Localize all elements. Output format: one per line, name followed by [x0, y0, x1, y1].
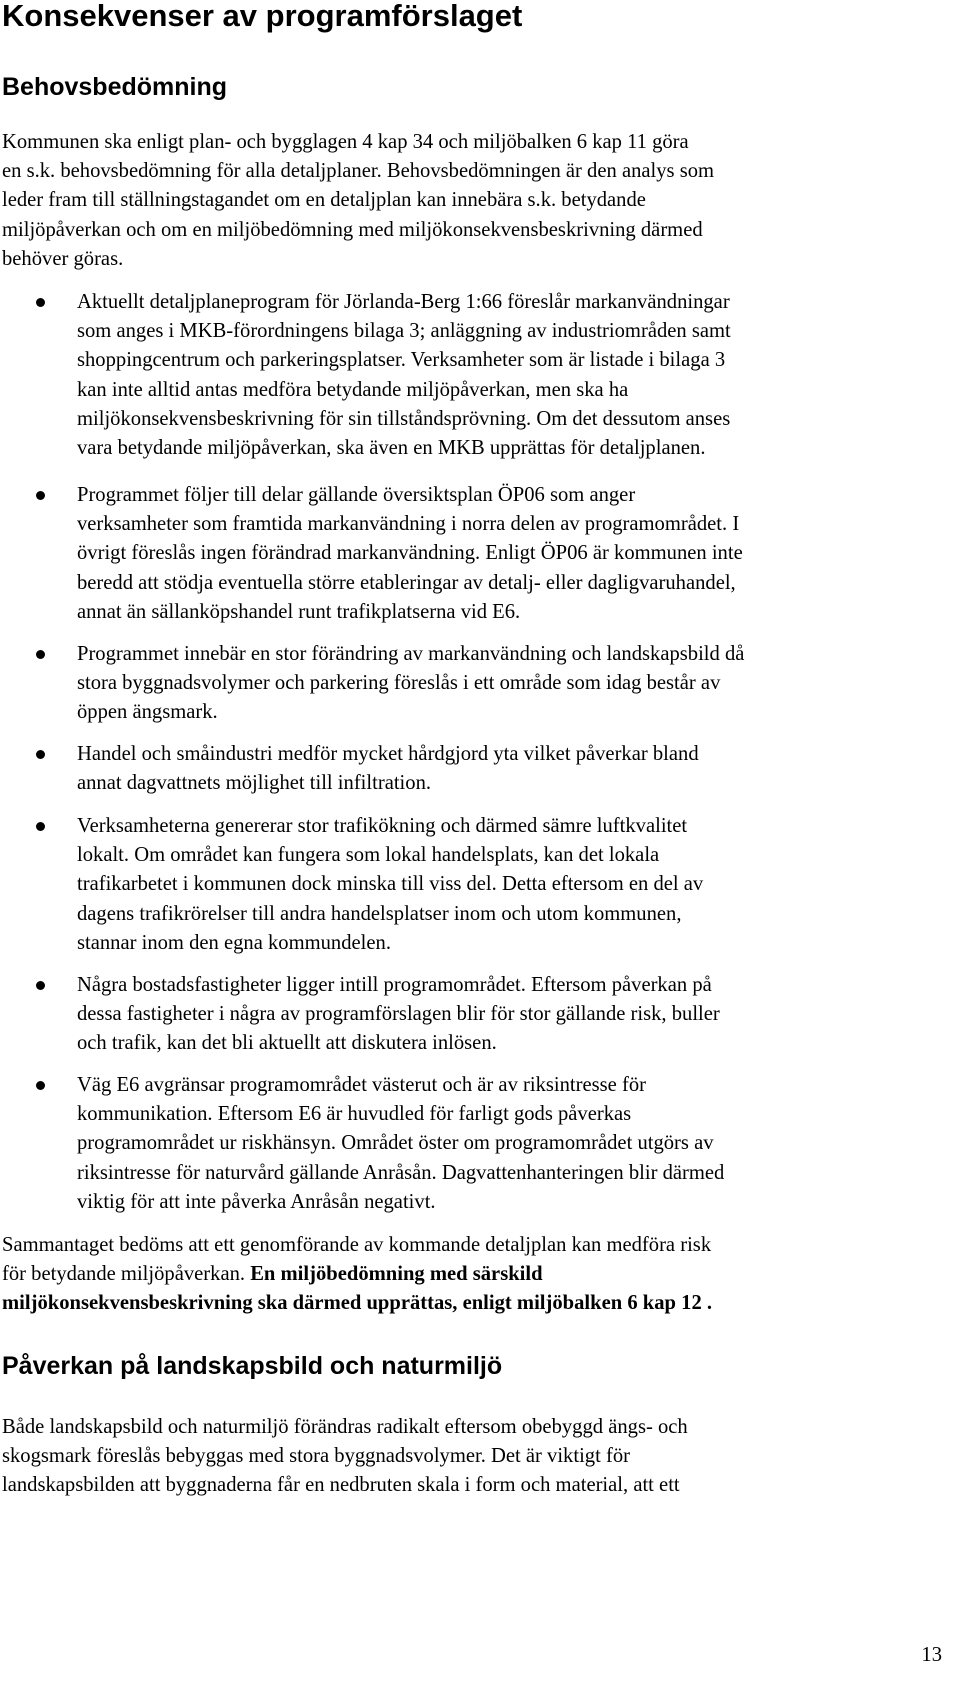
text-line: en s.k. behovsbedömning för alla detaljplaner. Behovsbedömningen är den analys som	[2, 160, 715, 183]
text-line: miljökonsekvensbeskrivning för sin tillståndsprövning. Om det dessutom anses	[77, 407, 731, 430]
text-line: beredd att stödja eventuella större etableringar av detalj- eller dagligvaruhandel,	[77, 571, 736, 594]
text-line	[2, 1260, 712, 1289]
text-line: annat än sällanköpshandel runt trafikplatserna vid E6.	[77, 600, 521, 623]
text-line: kommunikation. Eftersom E6 är huvudled för farligt gods påverkas	[77, 1103, 632, 1126]
summary-paragraph	[2, 1231, 712, 1319]
section-heading-behovsbedomning: Behovsbedömning	[2, 73, 228, 101]
text-line: riksintresse för naturvård gällande Anråsån. Dagvattenhanteringen blir därmed	[77, 1161, 725, 1184]
text-line: vara betydande miljöpåverkan, ska även en MKB upprättas för detaljplanen.	[77, 437, 706, 460]
bullet-icon	[36, 491, 45, 500]
section-heading-landskapsbild: Påverkan på landskapsbild och naturmiljö	[2, 1352, 503, 1380]
text-line: öppen ängsmark.	[77, 701, 218, 724]
text-line: leder fram till ställningstagandet om en detaljplan kan innebära s.k. betydande	[2, 189, 646, 212]
summary-conclusion-bold: En miljöbedömning med särskild	[250, 1263, 543, 1286]
text-line: Verksamheterna genererar stor trafikökning och därmed sämre luftkvalitet	[77, 815, 688, 837]
text-line: övrigt föreslås ingen förändrad markanvändning. Enligt ÖP06 är kommunen inte	[77, 542, 743, 565]
text-line: shoppingcentrum och parkeringsplatser. Verksamheter som är listade i bilaga 3	[77, 349, 726, 372]
list-item-text	[77, 740, 699, 798]
text-line: miljöpåverkan och om en miljöbedömning med miljökonsekvensbeskrivning därmed	[2, 218, 703, 241]
bullet-icon	[36, 1081, 45, 1090]
text-line: landskapsbilden att byggnaderna får en nedbruten skala i form och material, att ett	[2, 1474, 680, 1497]
text-line: behöver göras.	[2, 247, 124, 270]
list-item-text	[77, 288, 731, 463]
summary-conclusion-bold: miljökonsekvensbeskrivning ska därmed upprättas, enligt miljöbalken 6 kap 12 .	[2, 1292, 713, 1315]
text-line: Handel och småindustri medför mycket hårdgjord yta vilket påverkar bland	[77, 743, 699, 765]
text-line: viktig för att inte påverka Anråsån negativt.	[77, 1190, 436, 1213]
bullet-icon	[36, 650, 45, 659]
text-line: Kommunen ska enligt plan- och bygglagen 4 kap 34 och miljöbalken 6 kap 11 göra	[2, 131, 689, 153]
list-item-text	[77, 640, 744, 728]
text-line: skogsmark föreslås bebyggas med stora byggnadsvolymer. Det är viktigt för	[2, 1445, 630, 1468]
list-item-text	[77, 1071, 724, 1217]
text-line: Programmet innebär en stor förändring av markanvändning och landskapsbild då	[77, 643, 745, 665]
text-line: programområdet ur riskhänsyn. Området öster om programområdet utgörs av	[77, 1132, 714, 1155]
text-line: Aktuellt detaljplaneprogram för Jörlanda-Berg 1:66 föreslår markanvändningar	[77, 291, 730, 313]
text-line: stora byggnadsvolymer och parkering föreslås i ett område som idag består av	[77, 672, 721, 695]
text-line: som anges i MKB-förordningens bilaga 3; anläggning av industriområden samt	[77, 320, 731, 343]
page-number: 13	[921, 1644, 942, 1666]
text-line: Sammantaget bedöms att ett genomförande av kommande detaljplan kan medföra risk	[2, 1234, 712, 1256]
text-line: och trafik, kan det bli aktuellt att diskutera inlösen.	[77, 1032, 497, 1055]
list-item-text	[77, 812, 703, 958]
bullet-icon	[36, 298, 45, 307]
summary-text: för betydande miljöpåverkan.	[2, 1263, 251, 1286]
text-line: verksamheter som framtida markanvändning i norra delen av programområdet. I	[77, 513, 740, 536]
text-line: kan inte alltid antas medföra betydande miljöpåverkan, men ska ha	[77, 378, 629, 401]
text-line: lokalt. Om området kan fungera som lokal handelsplats, kan det lokala	[77, 844, 660, 867]
text-line: Både landskapsbild och naturmiljö förändras radikalt eftersom obebyggd ängs- och	[2, 1416, 688, 1438]
text-line: dessa fastigheter i några av programförslagen blir för stor gällande risk, buller	[77, 1003, 720, 1026]
bullet-icon	[36, 750, 45, 759]
landscape-paragraph	[2, 1413, 688, 1501]
intro-paragraph	[2, 128, 714, 274]
page-title: Konsekvenser av programförslaget	[2, 0, 523, 33]
text-line: trafikarbetet i kommunen dock minska till viss del. Detta eftersom en del av	[77, 873, 704, 896]
bullet-icon	[36, 822, 45, 831]
text-line: stannar inom den egna kommundelen.	[77, 931, 391, 954]
text-line: dagens trafikrörelser till andra handelsplatser inom och utom kommunen,	[77, 902, 682, 925]
list-item-text	[77, 481, 743, 627]
bullet-icon	[36, 981, 45, 990]
text-line: Programmet följer till delar gällande översiktsplan ÖP06 som anger	[77, 484, 636, 506]
text-line: annat dagvattnets möjlighet till infiltration.	[77, 772, 432, 795]
list-item-text	[77, 971, 720, 1059]
text-line: Väg E6 avgränsar programområdet västerut och är av riksintresse för	[77, 1074, 646, 1096]
text-line: Några bostadsfastigheter ligger intill programområdet. Eftersom påverkan på	[77, 974, 712, 996]
